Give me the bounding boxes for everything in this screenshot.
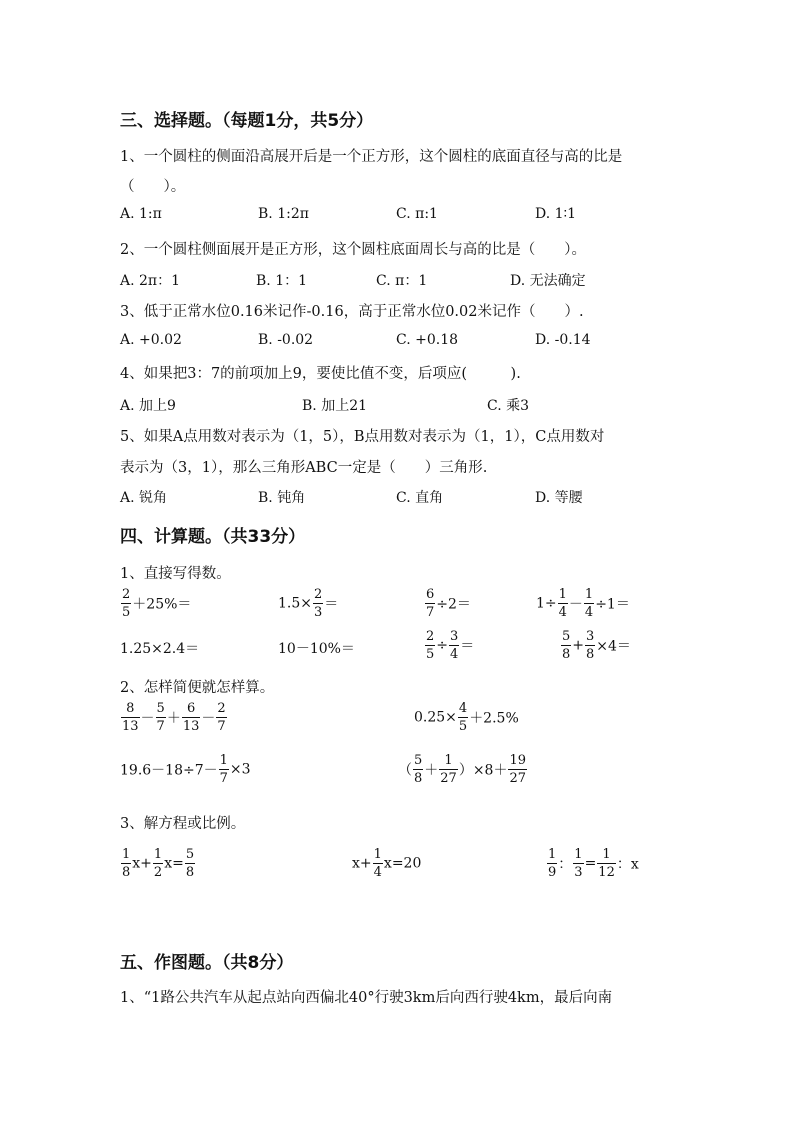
section-4-title: 四、计算题。（共33分） xyxy=(120,527,306,547)
q1-option-a: A. 1:π xyxy=(120,206,162,222)
fraction: $\frac{1}{2}$ xyxy=(153,847,163,880)
q3-option-b: B. -0.02 xyxy=(258,332,314,348)
q2-text: 2、一个圆柱侧面展开是正方形，这个圆柱底面周长与高的比是（ ）。 xyxy=(120,242,586,258)
p1-expr-5: 1.25×2.4＝ xyxy=(120,641,200,657)
q1-option-b: B. 1:2π xyxy=(258,206,309,222)
fraction: $\frac{4}{5}$ xyxy=(458,701,468,734)
q1-option-c: C. π:1 xyxy=(396,206,438,222)
q5-option-d: D. 等腰 xyxy=(535,490,583,506)
p3-expr-3: $\frac{1}{9}$ ： $\frac{1}{3}$ = $\frac{1}{12}$ ：x xyxy=(548,847,639,880)
p2-expr-1: $\frac{8}{13}$ － $\frac{5}{7}$ ＋ $\frac{6}{13}$ － $\frac{2}{7}$ xyxy=(122,701,226,734)
fraction: $\frac{3}{4}$ xyxy=(450,629,459,662)
section-3-title: 三、选择题。（每题1分，共5分） xyxy=(120,111,374,131)
q5-text-line1: 5、如果A点用数对表示为（1，5），B点用数对表示为（1，1），C点用数对 xyxy=(120,429,605,445)
fraction: $\frac{2}{7}$ xyxy=(217,701,226,734)
q3-option-a: A. +0.02 xyxy=(120,332,182,348)
p1-expr-1: $\frac{2}{5}$ ＋25%＝ xyxy=(122,587,192,620)
fraction: $\frac{1}{4}$ xyxy=(584,587,594,620)
q2-option-b: B. 1：1 xyxy=(256,273,308,289)
q3-option-d: D. -0.14 xyxy=(535,332,591,348)
q5-text-line2: 表示为（3，1），那么三角形ABC一定是（ ）三角形. xyxy=(120,460,488,476)
fraction: $\frac{8}{13}$ xyxy=(122,701,139,734)
q4-text: 4、如果把3：7的前项加上9，要使比值不变，后项应( ). xyxy=(120,366,521,382)
q4-option-a: A. 加上9 xyxy=(120,398,176,414)
p2-expr-3: 19.6－18÷7－ $\frac{1}{7}$ ×3 xyxy=(120,753,251,786)
fraction: $\frac{5}{8}$ xyxy=(414,753,423,786)
p3-expr-2: x+ $\frac{1}{4}$ x=20 xyxy=(352,847,422,880)
fraction: $\frac{2}{5}$ xyxy=(122,587,131,620)
fraction: $\frac{1}{4}$ xyxy=(558,587,567,620)
fraction: $\frac{6}{13}$ xyxy=(182,701,200,734)
q5-option-c: C. 直角 xyxy=(396,490,444,506)
fraction: $\frac{3}{8}$ xyxy=(586,629,595,662)
p1-expr-2: 1.5× $\frac{2}{3}$ ＝ xyxy=(278,587,339,620)
q4-option-b: B. 加上21 xyxy=(302,398,368,414)
fraction: $\frac{19}{27}$ xyxy=(509,753,527,786)
p1-expr-4: 1÷ $\frac{1}{4}$ － $\frac{1}{4}$ ÷1＝ xyxy=(536,587,630,620)
section-5-title: 五、作图题。（共8分） xyxy=(120,953,294,973)
q3-option-c: C. +0.18 xyxy=(396,332,459,348)
fraction: $\frac{2}{3}$ xyxy=(314,587,323,620)
p2-expr-2: 0.25× $\frac{4}{5}$ ＋2.5% xyxy=(414,701,519,734)
q2-option-c: C. π：1 xyxy=(376,273,428,289)
q4-option-c: C. 乘3 xyxy=(487,398,530,414)
fraction: $\frac{1}{8}$ xyxy=(122,847,131,880)
q1-text-line2: （ ）。 xyxy=(120,179,186,195)
fraction: $\frac{1}{3}$ xyxy=(574,847,583,880)
q5-option-a: A. 锐角 xyxy=(120,490,168,506)
p1-label: 1、直接写得数。 xyxy=(120,566,231,582)
p2-label: 2、怎样简便就怎样算。 xyxy=(120,680,275,696)
p3-expr-1: $\frac{1}{8}$ x+ $\frac{1}{2}$ x= $\frac{5}{8}$ xyxy=(122,847,195,880)
q2-option-d: D. 无法确定 xyxy=(510,273,586,289)
q1-option-d: D. 1∶1 xyxy=(535,206,577,222)
s5-q1-text: 1、“1路公共汽车从起点站向西偏北40°行驶3km后向西行驶4km，最后向南 xyxy=(120,990,613,1006)
q2-option-a: A. 2π：1 xyxy=(120,273,181,289)
q3-text: 3、低于正常水位0.16米记作-0.16，高于正常水位0.02米记作（ ）. xyxy=(120,304,584,320)
fraction: $\frac{5}{8}$ xyxy=(562,629,571,662)
q5-option-b: B. 钝角 xyxy=(258,490,306,506)
p2-expr-4: （ $\frac{5}{8}$ ＋ $\frac{1}{27}$ ）×8＋ $\frac{19}{27}$ xyxy=(398,753,527,786)
fraction: $\frac{1}{9}$ xyxy=(548,847,557,880)
q1-text-line1: 1、一个圆柱的侧面沿高展开后是一个正方形，这个圆柱的底面直径与高的比是 xyxy=(120,149,623,165)
p1-expr-8: $\frac{5}{8}$ + $\frac{3}{8}$ ×4＝ xyxy=(562,629,631,662)
fraction: $\frac{1}{4}$ xyxy=(373,847,382,880)
fraction: $\frac{1}{27}$ xyxy=(440,753,457,786)
fraction: $\frac{5}{7}$ xyxy=(156,701,165,734)
fraction: $\frac{5}{8}$ xyxy=(185,847,195,880)
fraction: $\frac{6}{7}$ xyxy=(426,587,435,620)
p1-expr-6: 10－10%＝ xyxy=(278,641,355,657)
fraction: $\frac{1}{12}$ xyxy=(598,847,615,880)
p1-expr-7: $\frac{2}{5}$ ÷ $\frac{3}{4}$ ＝ xyxy=(426,629,475,662)
p3-label: 3、解方程或比例。 xyxy=(120,816,246,832)
fraction: $\frac{2}{5}$ xyxy=(426,629,435,662)
fraction: $\frac{1}{7}$ xyxy=(219,753,228,786)
p1-expr-3: $\frac{6}{7}$ ÷2＝ xyxy=(426,587,471,620)
